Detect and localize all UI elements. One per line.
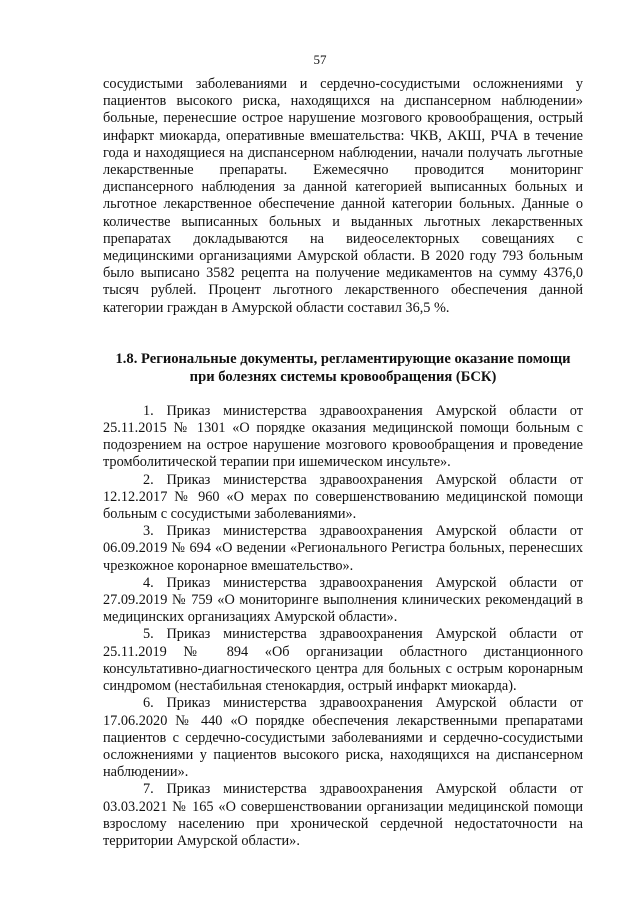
document-item-1: 1. Приказ министерства здравоохранения Амурской области от 25.11.2015 № 1301 «О порядке оказания медицинской помощи больным с подозрением на острое нарушение мозгового кровообращения и проведение тромболитической терапии при ишемическом инсульте». <box>103 402 583 471</box>
section-heading <box>103 350 583 386</box>
section-heading-line-2: при болезнях системы кровообращения (БСК) <box>189 368 497 385</box>
document-item-5: 5. Приказ министерства здравоохранения Амурской области от 25.11.2019 № 894 «Об организации областного дистанционного консультативно-диагностического центра для больных с острым коронарным синдромом (нестабильная стенокардия, острый инфаркт миокарда). <box>103 626 583 695</box>
section-heading-line-1: 1.8. Региональные документы, регламентирующие оказание помощи <box>115 350 571 367</box>
document-item-4: 4. Приказ министерства здравоохранения Амурской области от 27.09.2019 № 759 «О мониторинге выполнения клинических рекомендаций в медицинских организациях Амурской области». <box>103 574 583 626</box>
document-item-3: 3. Приказ министерства здравоохранения Амурской области от 06.09.2019 № 694 «О ведении «Регионального Регистра больных, перенесших чрезкожное коронарное вмешательство». <box>103 523 583 574</box>
document-item-2: 2. Приказ министерства здравоохранения Амурской области от 12.12.2017 № 960 «О мерах по совершенствованию медицинской помощи больным с сосудистыми заболеваниями». <box>103 471 583 523</box>
document-item-7: 7. Приказ министерства здравоохранения Амурской области от 03.03.2021 № 165 «О совершенствовании организации медицинской помощи взрослому населению при хронической сердечной недостаточности на территории Амурской области». <box>103 781 583 849</box>
page-content <box>103 76 583 850</box>
documents-list <box>103 403 583 850</box>
page-number: 57 <box>313 52 327 67</box>
intro-paragraph: сосудистыми заболеваниями и сердечно-сосудистыми осложнениями у пациентов высокого риска, находящихся на диспансерном наблюдении» больные, перенесшие острое нарушение мозгового кровообращения, острый инфаркт миокарда, оперативные вмешательства: ЧКВ, АКШ, РЧА в течение года и находящиеся на диспансерном наблюдении, начали получать льготные лекарственные препараты. Ежемесячно проводится мониторинг диспансерного наблюдения за данной категорией выписанных больных и льготное лекарственное обеспечение данной категории больных. Данные о количестве выписанных больных и выданных льготных лекарственных препаратах докладываются на видеоселекторных совещаниях с медицинскими организациями Амурской области. В 2020 году 793 больным было выписано 3582 рецепта на получение медикаментов на сумму 4376,0 тысяч рублей. Процент льготного лекарственного обеспечения данной категории граждан в Амурской области составил 36,5 %. <box>103 76 583 316</box>
document-item-6: 6. Приказ министерства здравоохранения Амурской области от 17.06.2020 № 440 «О порядке обеспечения лекарственными препаратами пациентов с сердечно-сосудистыми заболеваниями и сердечно-сосудистыми осложнениями у пациентов высокого риска, находящихся на диспансерном наблюдении». <box>103 695 583 781</box>
